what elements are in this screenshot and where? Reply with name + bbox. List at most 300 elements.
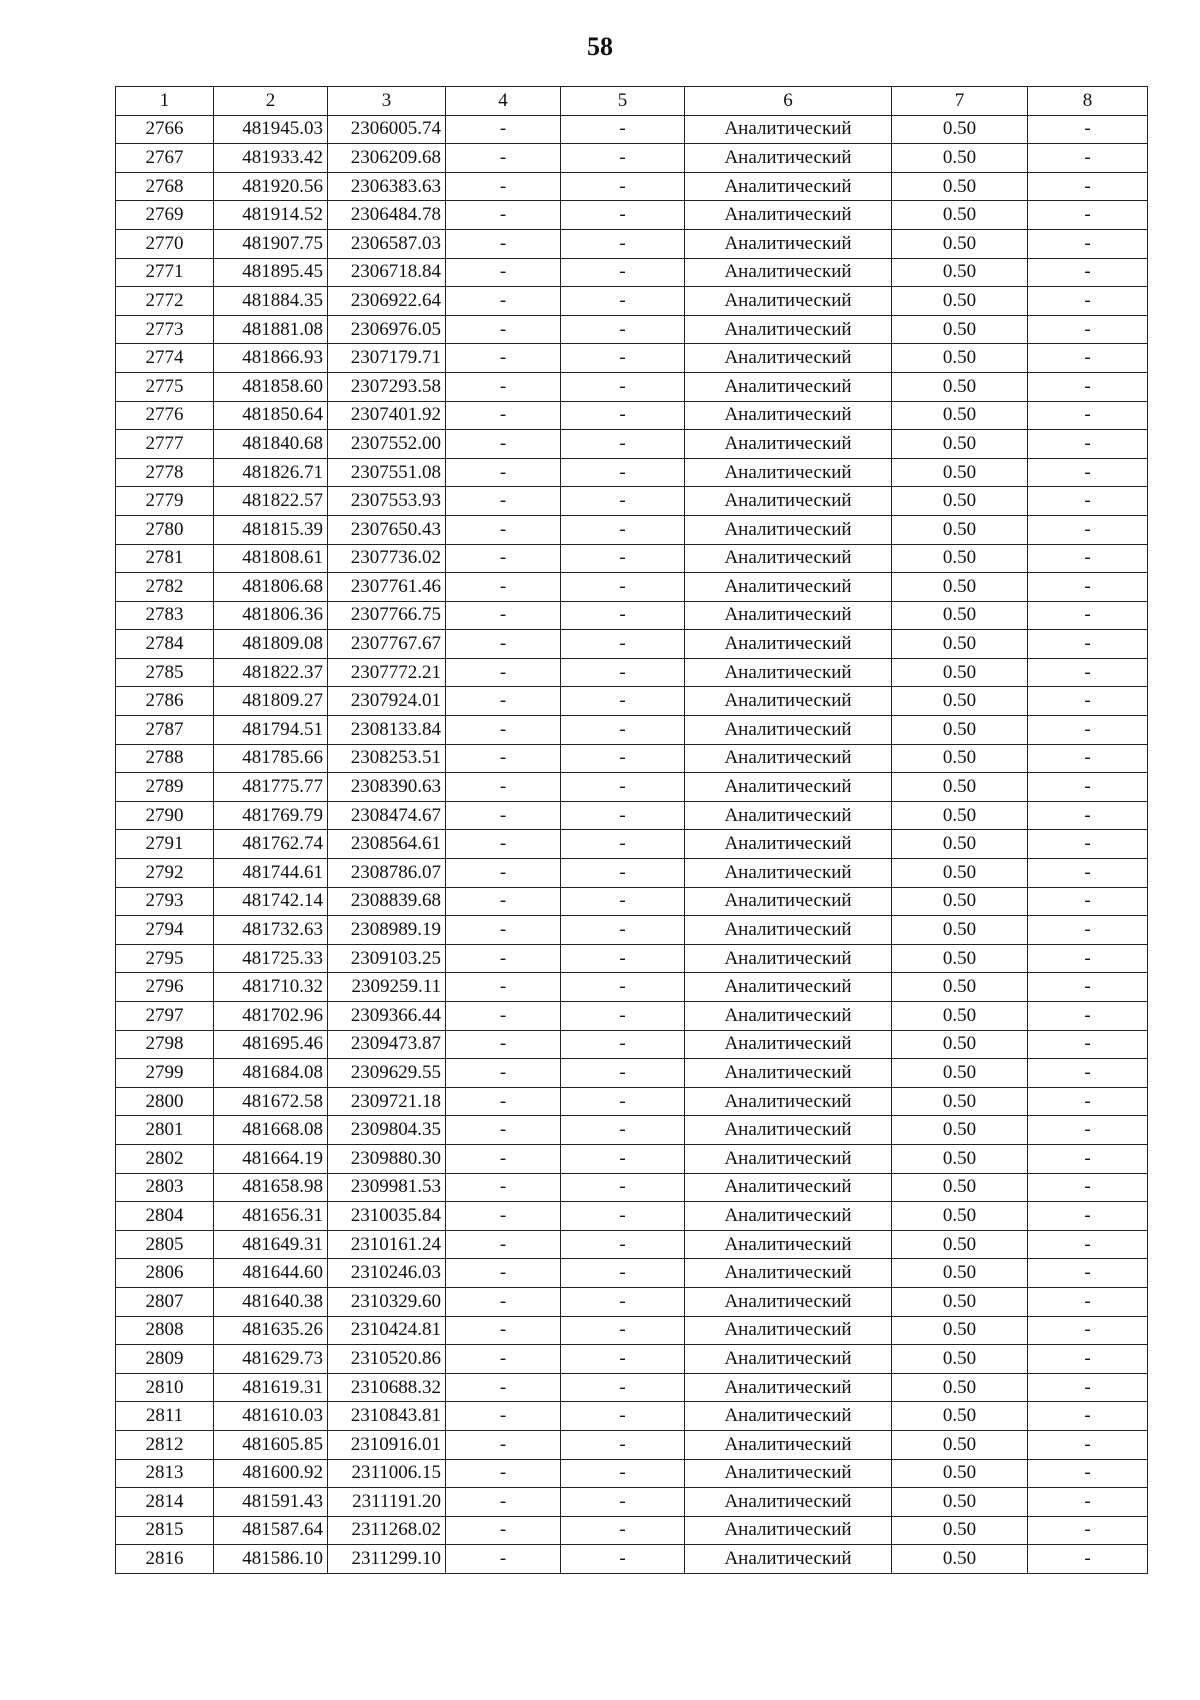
table-row	[116, 1230, 1148, 1259]
cell-method: Аналитический	[685, 887, 892, 916]
cell-col-8: -	[1028, 287, 1148, 316]
cell-coord-y: 2310916.01	[328, 1430, 446, 1459]
cell-point-number: 2815	[116, 1516, 214, 1545]
cell-col-8: -	[1028, 916, 1148, 945]
cell-accuracy: 0.50	[892, 401, 1028, 430]
cell-coord-y: 2307736.02	[328, 544, 446, 573]
cell-coord-x: 481826.71	[214, 458, 328, 487]
cell-col-5: -	[561, 1316, 685, 1345]
cell-method: Аналитический	[685, 744, 892, 773]
cell-method: Аналитический	[685, 315, 892, 344]
cell-accuracy: 0.50	[892, 430, 1028, 459]
cell-col-8: -	[1028, 658, 1148, 687]
table-row	[116, 458, 1148, 487]
cell-coord-x: 481695.46	[214, 1030, 328, 1059]
cell-col-4: -	[446, 573, 561, 602]
cell-col-5: -	[561, 773, 685, 802]
cell-accuracy: 0.50	[892, 458, 1028, 487]
cell-coord-x: 481809.08	[214, 630, 328, 659]
cell-col-5: -	[561, 1116, 685, 1145]
cell-col-4: -	[446, 1230, 561, 1259]
cell-col-5: -	[561, 515, 685, 544]
cell-col-8: -	[1028, 887, 1148, 916]
cell-col-4: -	[446, 1402, 561, 1431]
cell-coord-y: 2311006.15	[328, 1459, 446, 1488]
cell-col-5: -	[561, 801, 685, 830]
cell-point-number: 2796	[116, 973, 214, 1002]
cell-accuracy: 0.50	[892, 1144, 1028, 1173]
cell-col-5: -	[561, 1488, 685, 1517]
cell-coord-y: 2310688.32	[328, 1373, 446, 1402]
cell-coord-y: 2308133.84	[328, 716, 446, 745]
cell-point-number: 2780	[116, 515, 214, 544]
cell-col-8: -	[1028, 1230, 1148, 1259]
cell-col-8: -	[1028, 401, 1148, 430]
cell-col-5: -	[561, 1373, 685, 1402]
cell-col-4: -	[446, 172, 561, 201]
cell-coord-y: 2311299.10	[328, 1545, 446, 1574]
cell-col-8: -	[1028, 601, 1148, 630]
cell-col-4: -	[446, 1202, 561, 1231]
table-row	[116, 973, 1148, 1002]
cell-col-5: -	[561, 601, 685, 630]
cell-coord-y: 2306718.84	[328, 258, 446, 287]
cell-coord-x: 481769.79	[214, 801, 328, 830]
cell-method: Аналитический	[685, 1430, 892, 1459]
table-row	[116, 887, 1148, 916]
cell-accuracy: 0.50	[892, 773, 1028, 802]
table-row	[116, 515, 1148, 544]
cell-col-4: -	[446, 830, 561, 859]
cell-accuracy: 0.50	[892, 1488, 1028, 1517]
cell-coord-x: 481656.31	[214, 1202, 328, 1231]
cell-point-number: 2778	[116, 458, 214, 487]
cell-coord-y: 2308786.07	[328, 859, 446, 888]
cell-coord-x: 481914.52	[214, 201, 328, 230]
cell-point-number: 2792	[116, 859, 214, 888]
cell-method: Аналитический	[685, 115, 892, 144]
table-row	[116, 1516, 1148, 1545]
cell-col-5: -	[561, 1259, 685, 1288]
cell-method: Аналитический	[685, 1373, 892, 1402]
cell-point-number: 2808	[116, 1316, 214, 1345]
table-row	[116, 1202, 1148, 1231]
table-row	[116, 716, 1148, 745]
cell-col-4: -	[446, 1345, 561, 1374]
cell-coord-y: 2310035.84	[328, 1202, 446, 1231]
cell-point-number: 2793	[116, 887, 214, 916]
cell-col-8: -	[1028, 315, 1148, 344]
cell-col-4: -	[446, 859, 561, 888]
cell-coord-x: 481840.68	[214, 430, 328, 459]
cell-method: Аналитический	[685, 973, 892, 1002]
cell-method: Аналитический	[685, 229, 892, 258]
table-row	[116, 859, 1148, 888]
cell-point-number: 2812	[116, 1430, 214, 1459]
cell-accuracy: 0.50	[892, 372, 1028, 401]
cell-col-8: -	[1028, 1402, 1148, 1431]
cell-col-5: -	[561, 1202, 685, 1231]
table-row	[116, 401, 1148, 430]
cell-col-4: -	[446, 801, 561, 830]
cell-col-4: -	[446, 658, 561, 687]
cell-point-number: 2767	[116, 144, 214, 173]
cell-accuracy: 0.50	[892, 630, 1028, 659]
cell-point-number: 2804	[116, 1202, 214, 1231]
cell-point-number: 2784	[116, 630, 214, 659]
cell-coord-y: 2309259.11	[328, 973, 446, 1002]
cell-col-5: -	[561, 372, 685, 401]
cell-coord-x: 481668.08	[214, 1116, 328, 1145]
cell-coord-y: 2307179.71	[328, 344, 446, 373]
cell-col-5: -	[561, 287, 685, 316]
cell-col-5: -	[561, 401, 685, 430]
cell-coord-y: 2310246.03	[328, 1259, 446, 1288]
cell-coord-y: 2308474.67	[328, 801, 446, 830]
cell-col-5: -	[561, 144, 685, 173]
cell-col-4: -	[446, 1545, 561, 1574]
table-body	[116, 115, 1148, 1573]
cell-accuracy: 0.50	[892, 1345, 1028, 1374]
cell-point-number: 2783	[116, 601, 214, 630]
cell-accuracy: 0.50	[892, 1087, 1028, 1116]
cell-coord-x: 481920.56	[214, 172, 328, 201]
cell-point-number: 2791	[116, 830, 214, 859]
cell-col-8: -	[1028, 973, 1148, 1002]
table-row	[116, 1402, 1148, 1431]
cell-coord-y: 2308839.68	[328, 887, 446, 916]
cell-col-4: -	[446, 716, 561, 745]
cell-coord-y: 2306922.64	[328, 287, 446, 316]
cell-coord-y: 2307553.93	[328, 487, 446, 516]
cell-coord-y: 2306976.05	[328, 315, 446, 344]
cell-coord-x: 481822.37	[214, 658, 328, 687]
cell-method: Аналитический	[685, 201, 892, 230]
cell-point-number: 2813	[116, 1459, 214, 1488]
cell-accuracy: 0.50	[892, 1402, 1028, 1431]
cell-col-8: -	[1028, 1516, 1148, 1545]
table-row	[116, 744, 1148, 773]
cell-accuracy: 0.50	[892, 1545, 1028, 1574]
cell-method: Аналитический	[685, 773, 892, 802]
cell-coord-y: 2309804.35	[328, 1116, 446, 1145]
cell-col-4: -	[446, 315, 561, 344]
cell-col-8: -	[1028, 1202, 1148, 1231]
cell-method: Аналитический	[685, 859, 892, 888]
cell-point-number: 2811	[116, 1402, 214, 1431]
cell-point-number: 2769	[116, 201, 214, 230]
cell-coord-y: 2311191.20	[328, 1488, 446, 1517]
cell-point-number: 2794	[116, 916, 214, 945]
cell-accuracy: 0.50	[892, 973, 1028, 1002]
cell-col-4: -	[446, 401, 561, 430]
cell-col-4: -	[446, 601, 561, 630]
cell-coord-y: 2309880.30	[328, 1144, 446, 1173]
cell-coord-x: 481775.77	[214, 773, 328, 802]
cell-col-5: -	[561, 1459, 685, 1488]
column-header: 4	[446, 87, 561, 116]
table-row	[116, 1002, 1148, 1031]
cell-coord-x: 481629.73	[214, 1345, 328, 1374]
cell-method: Аналитический	[685, 372, 892, 401]
cell-col-8: -	[1028, 573, 1148, 602]
cell-col-5: -	[561, 458, 685, 487]
cell-col-8: -	[1028, 115, 1148, 144]
cell-accuracy: 0.50	[892, 515, 1028, 544]
cell-coord-y: 2308989.19	[328, 916, 446, 945]
cell-method: Аналитический	[685, 487, 892, 516]
cell-coord-y: 2307401.92	[328, 401, 446, 430]
cell-col-5: -	[561, 859, 685, 888]
cell-col-8: -	[1028, 201, 1148, 230]
cell-accuracy: 0.50	[892, 172, 1028, 201]
cell-col-5: -	[561, 1059, 685, 1088]
cell-coord-x: 481672.58	[214, 1087, 328, 1116]
cell-point-number: 2810	[116, 1373, 214, 1402]
table-row	[116, 1116, 1148, 1145]
cell-col-4: -	[446, 458, 561, 487]
cell-method: Аналитический	[685, 1144, 892, 1173]
cell-coord-x: 481664.19	[214, 1144, 328, 1173]
cell-point-number: 2768	[116, 172, 214, 201]
cell-col-8: -	[1028, 1087, 1148, 1116]
cell-col-4: -	[446, 916, 561, 945]
cell-point-number: 2787	[116, 716, 214, 745]
cell-col-8: -	[1028, 1345, 1148, 1374]
cell-col-4: -	[446, 1516, 561, 1545]
cell-point-number: 2773	[116, 315, 214, 344]
table-row	[116, 1373, 1148, 1402]
cell-col-5: -	[561, 716, 685, 745]
cell-coord-x: 481725.33	[214, 944, 328, 973]
cell-col-4: -	[446, 372, 561, 401]
cell-col-8: -	[1028, 344, 1148, 373]
cell-col-5: -	[561, 944, 685, 973]
cell-coord-x: 481684.08	[214, 1059, 328, 1088]
cell-point-number: 2806	[116, 1259, 214, 1288]
cell-accuracy: 0.50	[892, 801, 1028, 830]
cell-point-number: 2790	[116, 801, 214, 830]
page-number: 58	[587, 32, 613, 61]
cell-col-4: -	[446, 630, 561, 659]
cell-coord-x: 481610.03	[214, 1402, 328, 1431]
cell-col-5: -	[561, 172, 685, 201]
cell-col-8: -	[1028, 1116, 1148, 1145]
column-header: 7	[892, 87, 1028, 116]
cell-coord-y: 2310424.81	[328, 1316, 446, 1345]
cell-coord-y: 2310520.86	[328, 1345, 446, 1374]
cell-col-5: -	[561, 487, 685, 516]
cell-col-4: -	[446, 1030, 561, 1059]
cell-coord-x: 481815.39	[214, 515, 328, 544]
cell-coord-x: 481808.61	[214, 544, 328, 573]
table-row	[116, 1087, 1148, 1116]
cell-accuracy: 0.50	[892, 487, 1028, 516]
coordinates-table	[115, 86, 1148, 1574]
cell-col-8: -	[1028, 544, 1148, 573]
cell-coord-x: 481850.64	[214, 401, 328, 430]
cell-accuracy: 0.50	[892, 1173, 1028, 1202]
cell-accuracy: 0.50	[892, 1373, 1028, 1402]
cell-accuracy: 0.50	[892, 601, 1028, 630]
cell-col-4: -	[446, 258, 561, 287]
table-row	[116, 1459, 1148, 1488]
cell-col-8: -	[1028, 229, 1148, 258]
cell-coord-x: 481591.43	[214, 1488, 328, 1517]
table-row	[116, 1059, 1148, 1088]
cell-method: Аналитический	[685, 1230, 892, 1259]
cell-coord-y: 2307650.43	[328, 515, 446, 544]
cell-col-5: -	[561, 973, 685, 1002]
cell-col-5: -	[561, 258, 685, 287]
cell-method: Аналитический	[685, 658, 892, 687]
cell-method: Аналитический	[685, 1287, 892, 1316]
cell-method: Аналитический	[685, 830, 892, 859]
cell-accuracy: 0.50	[892, 744, 1028, 773]
cell-coord-x: 481605.85	[214, 1430, 328, 1459]
table-row	[116, 144, 1148, 173]
cell-col-4: -	[446, 1144, 561, 1173]
cell-accuracy: 0.50	[892, 1002, 1028, 1031]
cell-point-number: 2798	[116, 1030, 214, 1059]
cell-accuracy: 0.50	[892, 1430, 1028, 1459]
cell-method: Аналитический	[685, 1316, 892, 1345]
cell-col-8: -	[1028, 716, 1148, 745]
cell-accuracy: 0.50	[892, 1230, 1028, 1259]
cell-col-8: -	[1028, 1545, 1148, 1574]
cell-method: Аналитический	[685, 1202, 892, 1231]
cell-point-number: 2801	[116, 1116, 214, 1145]
cell-coord-x: 481895.45	[214, 258, 328, 287]
table-row	[116, 1259, 1148, 1288]
cell-col-4: -	[446, 144, 561, 173]
cell-col-8: -	[1028, 372, 1148, 401]
cell-accuracy: 0.50	[892, 573, 1028, 602]
cell-col-8: -	[1028, 1144, 1148, 1173]
cell-col-8: -	[1028, 744, 1148, 773]
cell-point-number: 2774	[116, 344, 214, 373]
cell-accuracy: 0.50	[892, 1030, 1028, 1059]
cell-col-5: -	[561, 1230, 685, 1259]
cell-col-8: -	[1028, 1002, 1148, 1031]
cell-col-5: -	[561, 1516, 685, 1545]
table-row	[116, 658, 1148, 687]
cell-method: Аналитический	[685, 1030, 892, 1059]
cell-coord-x: 481907.75	[214, 229, 328, 258]
table-row	[116, 630, 1148, 659]
table-row	[116, 544, 1148, 573]
cell-coord-x: 481732.63	[214, 916, 328, 945]
cell-accuracy: 0.50	[892, 115, 1028, 144]
cell-method: Аналитический	[685, 430, 892, 459]
cell-col-4: -	[446, 1459, 561, 1488]
cell-coord-y: 2306383.63	[328, 172, 446, 201]
cell-accuracy: 0.50	[892, 344, 1028, 373]
cell-col-4: -	[446, 1116, 561, 1145]
table-row	[116, 172, 1148, 201]
cell-coord-y: 2308253.51	[328, 744, 446, 773]
cell-coord-x: 481640.38	[214, 1287, 328, 1316]
cell-accuracy: 0.50	[892, 1259, 1028, 1288]
cell-col-8: -	[1028, 859, 1148, 888]
table-row	[116, 573, 1148, 602]
cell-point-number: 2788	[116, 744, 214, 773]
cell-accuracy: 0.50	[892, 1287, 1028, 1316]
cell-point-number: 2795	[116, 944, 214, 973]
cell-col-8: -	[1028, 430, 1148, 459]
cell-method: Аналитический	[685, 630, 892, 659]
cell-accuracy: 0.50	[892, 1059, 1028, 1088]
cell-col-4: -	[446, 1173, 561, 1202]
cell-accuracy: 0.50	[892, 1116, 1028, 1145]
cell-coord-y: 2308390.63	[328, 773, 446, 802]
table-row	[116, 1316, 1148, 1345]
cell-coord-y: 2309629.55	[328, 1059, 446, 1088]
cell-col-4: -	[446, 229, 561, 258]
cell-coord-y: 2310329.60	[328, 1287, 446, 1316]
cell-col-5: -	[561, 430, 685, 459]
cell-method: Аналитический	[685, 515, 892, 544]
cell-point-number: 2807	[116, 1287, 214, 1316]
cell-col-4: -	[446, 1059, 561, 1088]
table-row	[116, 1488, 1148, 1517]
cell-method: Аналитический	[685, 573, 892, 602]
cell-coord-x: 481945.03	[214, 115, 328, 144]
cell-col-8: -	[1028, 258, 1148, 287]
cell-accuracy: 0.50	[892, 315, 1028, 344]
table-row	[116, 1287, 1148, 1316]
cell-col-8: -	[1028, 1287, 1148, 1316]
cell-col-8: -	[1028, 773, 1148, 802]
table-row	[116, 287, 1148, 316]
cell-coord-y: 2307766.75	[328, 601, 446, 630]
cell-col-5: -	[561, 1345, 685, 1374]
cell-coord-y: 2307552.00	[328, 430, 446, 459]
cell-method: Аналитический	[685, 601, 892, 630]
cell-accuracy: 0.50	[892, 716, 1028, 745]
cell-col-5: -	[561, 744, 685, 773]
cell-col-8: -	[1028, 687, 1148, 716]
cell-col-8: -	[1028, 487, 1148, 516]
cell-col-4: -	[446, 544, 561, 573]
cell-coord-y: 2309103.25	[328, 944, 446, 973]
cell-method: Аналитический	[685, 172, 892, 201]
table-row	[116, 201, 1148, 230]
cell-col-8: -	[1028, 458, 1148, 487]
cell-coord-y: 2306005.74	[328, 115, 446, 144]
cell-method: Аналитический	[685, 144, 892, 173]
table-row	[116, 830, 1148, 859]
cell-accuracy: 0.50	[892, 229, 1028, 258]
cell-method: Аналитический	[685, 801, 892, 830]
cell-col-8: -	[1028, 830, 1148, 859]
cell-accuracy: 0.50	[892, 944, 1028, 973]
cell-col-8: -	[1028, 801, 1148, 830]
cell-coord-y: 2306587.03	[328, 229, 446, 258]
cell-col-4: -	[446, 344, 561, 373]
cell-coord-x: 481658.98	[214, 1173, 328, 1202]
cell-col-4: -	[446, 687, 561, 716]
cell-col-8: -	[1028, 1259, 1148, 1288]
cell-point-number: 2802	[116, 1144, 214, 1173]
cell-method: Аналитический	[685, 287, 892, 316]
cell-col-5: -	[561, 201, 685, 230]
header-row	[116, 87, 1148, 116]
cell-accuracy: 0.50	[892, 1202, 1028, 1231]
cell-col-4: -	[446, 201, 561, 230]
cell-coord-x: 481619.31	[214, 1373, 328, 1402]
cell-coord-x: 481587.64	[214, 1516, 328, 1545]
